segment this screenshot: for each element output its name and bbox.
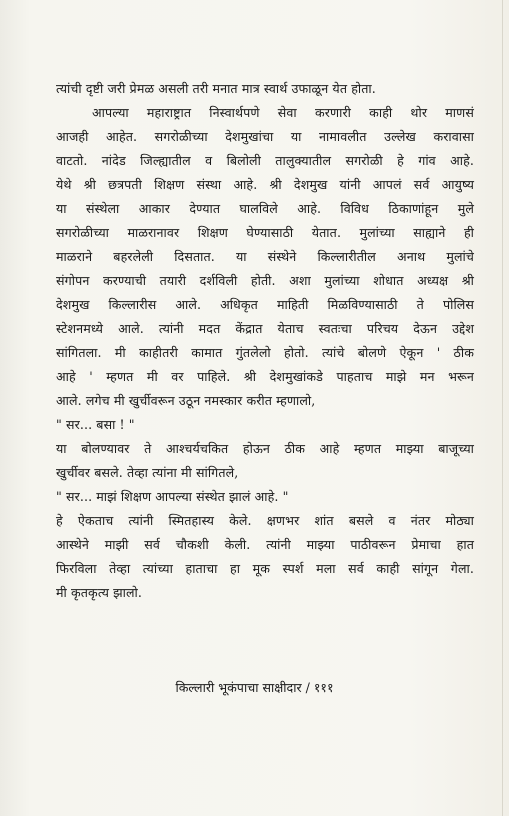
text-line: या बोलण्यावर ते आश्चर्यचकित होऊन ठीक आहे म्हणत माझ्या बाजूच्या (56, 441, 474, 456)
text-line: सगरोळीच्या माळरानावर शिक्षण घेण्यासाठी येतात. मुलांच्या साह्याने ही (56, 225, 474, 240)
text-line: देशमुख किल्लारीस आले. अधिकृत माहिती मिळविण्यासाठी ते पोलिस (56, 297, 474, 312)
text-line: आले. लगेच मी खुर्चीवरून उठून नमस्कार करीत म्हणालो, (56, 393, 316, 408)
text-line: फिरविला तेव्हा त्यांच्या हाताचा हा मूक स्पर्श मला सर्व काही सांगून गेला. (56, 561, 474, 576)
text-line: सांगितला. मी काहीतरी कामात गुंतलेलो होतो. त्यांचे बोलणे ऐकून ' ठीक (56, 345, 474, 360)
text-line: वाटतो. नांदेड जिल्ह्यातील व बिलोली तालुक्यातील सगरोळी हे गांव आहे. (56, 153, 474, 168)
text-line: येथे श्री छत्रपती शिक्षण संस्था आहे. श्री देशमुख यांनी आपलं सर्व आयुष्य (56, 177, 474, 192)
text-line: माळराने बहरलेली दिसतात. या संस्थेने किल्लारीतील अनाथ मुलांचे (56, 249, 474, 264)
text-line: हे ऐकताच त्यांनी स्मितहास्य केले. क्षणभर शांत बसले व नंतर मोठ्या (56, 513, 474, 528)
page-footer: किल्लारी भूकंपाचा साक्षीदार / १११ (175, 680, 334, 695)
text-line: संगोपन करण्याची तयारी दर्शविली होती. अशा मुलांच्या शोधात अध्यक्ष श्री (56, 273, 474, 288)
dialogue-line: " सर... बसा ! " (56, 417, 135, 432)
dialogue-line: " सर... माझं शिक्षण आपल्या संस्थेत झालं आहे. " (56, 489, 289, 504)
text-line: स्टेशनमध्ये आले. त्यांनी मदत केंद्रात येताच स्वतःचा परिचय देऊन उद्देश (56, 321, 474, 336)
text-line: मी कृतकृत्य झालो. (56, 585, 142, 600)
text-line: आहे ' म्हणत मी वर पाहिले. श्री देशमुखांकडे पाहताच माझे मन भरून (56, 369, 474, 384)
text-line: त्यांची दृष्टी जरी प्रेमळ असली तरी मनात मात्र स्वार्थ उफाळून येत होता. (56, 81, 376, 96)
text-line: आस्थेने माझी सर्व चौकशी केली. त्यांनी माझ्या पाठीवरून प्रेमाचा हात (56, 537, 474, 552)
text-line: आजही आहेत. सगरोळीच्या देशमुखांचा या नामावलीत उल्लेख करावासा (56, 129, 474, 144)
text-line: खुर्चीवर बसले. तेव्हा त्यांना मी सांगितले, (56, 465, 239, 480)
text-line: या संस्थेला आकार देण्यात घालविले आहे. विविध ठिकाणांहून मुले (56, 201, 474, 216)
paragraph-start-line: आपल्या महाराष्ट्रात निस्वार्थपणे सेवा करणारी काही थोर माणसं (92, 105, 474, 120)
